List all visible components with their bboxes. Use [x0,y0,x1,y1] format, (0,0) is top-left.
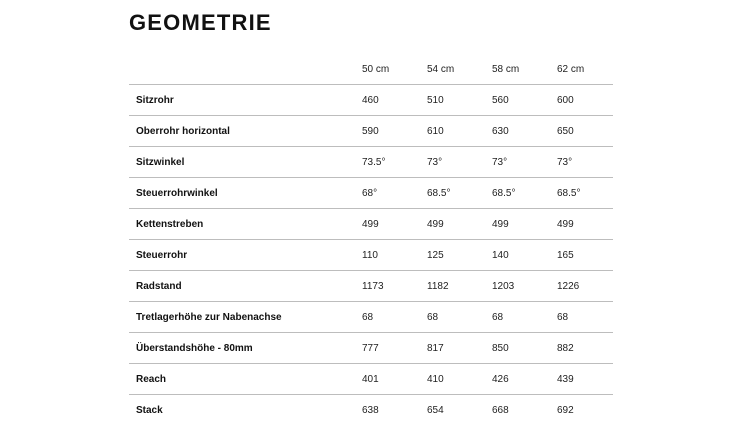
table-cell: 499 [427,209,492,240]
row-label: Sitzwinkel [129,147,362,178]
row-label: Radstand [129,271,362,302]
table-cell: 499 [557,209,613,240]
table-row [129,147,613,178]
table-cell: 426 [492,364,557,395]
table-row [129,178,613,209]
table-cell: 68 [362,302,427,333]
table-cell: 68 [557,302,613,333]
table-cell: 110 [362,240,427,271]
table-cell: 1203 [492,271,557,302]
table-cell: 68 [492,302,557,333]
column-header-62cm: 62 cm [557,54,613,85]
table-cell: 654 [427,404,444,416]
table-row [129,271,613,302]
table-cell: 817 [427,333,492,364]
table-cell: 1173 [362,271,427,302]
table-cell: 882 [557,333,613,364]
table-cell: 68° [362,178,427,209]
table-row [129,302,613,333]
table-cell: 600 [557,85,613,116]
table-cell: 668 [492,404,509,416]
table-row [129,395,613,425]
table-cell: 638 [362,404,379,416]
table-cell: 68 [427,302,492,333]
row-label: Stack [136,404,163,416]
table-cell: 610 [427,116,492,147]
row-label: Sitzrohr [129,85,362,116]
header-blank-cell [129,54,362,85]
page-title: GEOMETRIE [129,10,272,35]
row-label: Überstandshöhe - 80mm [129,333,362,364]
table-cell: 439 [557,364,613,395]
geometry-table [129,54,613,425]
table-row [129,240,613,271]
table-cell: 560 [492,85,557,116]
table-cell: 73.5° [362,147,427,178]
table-cell: 499 [492,209,557,240]
table-row [129,85,613,116]
table-cell: 1182 [427,271,492,302]
table-cell: 165 [557,240,613,271]
table-cell: 140 [492,240,557,271]
table-cell: 650 [557,116,613,147]
table-cell: 499 [362,209,427,240]
column-header-54cm: 54 cm [427,54,492,85]
row-label: Steuerrohr [129,240,362,271]
table-cell: 68.5° [427,178,492,209]
row-label: Oberrohr horizontal [129,116,362,147]
table-cell: 73° [427,147,492,178]
table-cell: 410 [427,364,492,395]
table-cell: 1226 [557,271,613,302]
table-cell: 125 [427,240,492,271]
table-cell: 73° [557,147,613,178]
column-header-50cm: 50 cm [362,54,427,85]
table-cell: 590 [362,116,427,147]
table-row [129,364,613,395]
table-row [129,333,613,364]
row-label: Steuerrohrwinkel [129,178,362,209]
table-cell: 460 [362,85,427,116]
table-row [129,116,613,147]
table-cell: 777 [362,333,427,364]
table-cell: 630 [492,116,557,147]
table-header-row [129,54,613,85]
table-cell: 68.5° [557,178,613,209]
table-row [129,209,613,240]
row-label: Reach [129,364,362,395]
table-cell: 850 [492,333,557,364]
table-cell: 68.5° [492,178,557,209]
row-label: Tretlagerhöhe zur Nabenachse [129,302,362,333]
table-cell: 73° [492,147,557,178]
table-cell: 401 [362,364,427,395]
table-cell: 692 [557,404,574,416]
column-header-58cm: 58 cm [492,54,557,85]
row-label: Kettenstreben [129,209,362,240]
table-cell: 510 [427,85,492,116]
